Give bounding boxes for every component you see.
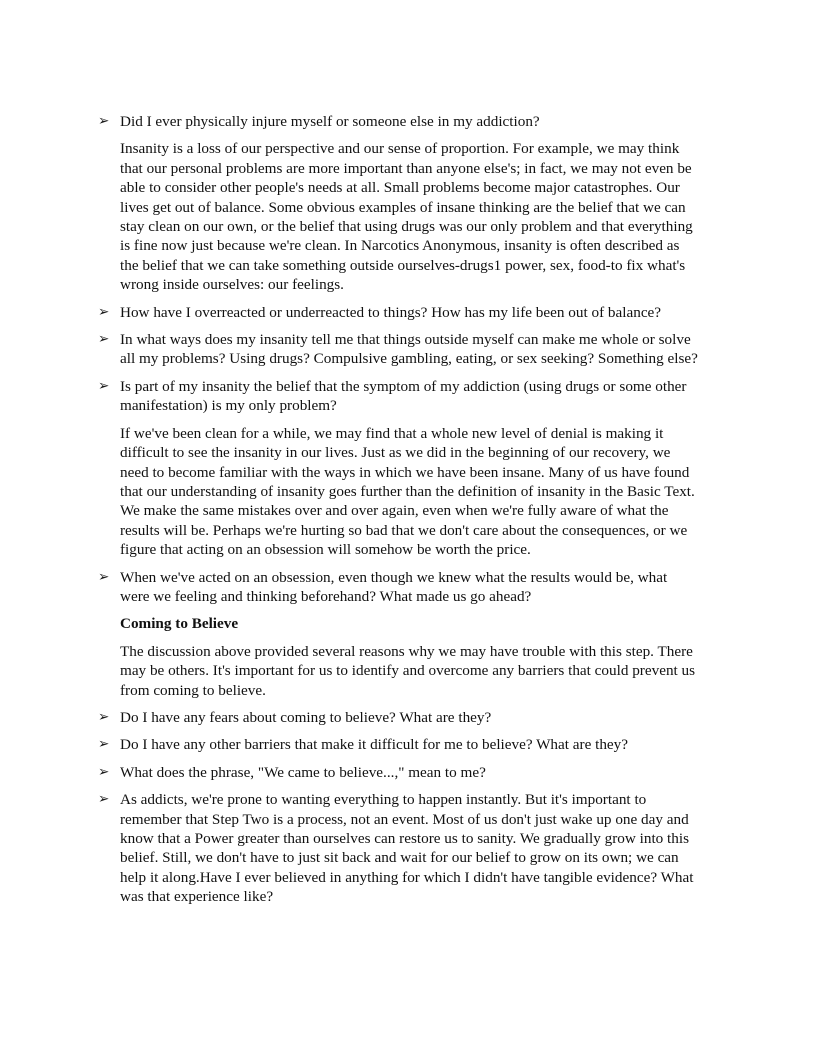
list-item-label: What does the phrase, "We came to believe...," mean to me? [120,763,486,781]
list-item-label: In what ways does my insanity tell me that things outside myself can make me whole or solve all my problems? Using drugs? Compulsive gambling, eating, or sex seeking? Something else? [120,331,698,368]
list-item-q-acted-on-obsession [98,568,698,607]
arrow-bullet-icon: ➢ [98,377,110,394]
list-item-q-step-two-is-a-process [98,790,698,906]
list-item-label: Do I have any other barriers that make it difficult for me to believe? What are they? [120,736,629,754]
paragraph-p-clean-for-a-while: If we've been clean for a while, we may find that a whole new level of denial is making it difficult to see the insanity in our lives. Just as we did in the beginning of our recovery, we need to become familiar with the ways in which we have been insane. Many of us have found that our understanding of insanity goes further than the definition of insanity in the Basic Text. We make the same mistakes over and over again, even when we're fully aware of what the results will be. Perhaps we're hurting so bad that we don't care about the consequences, or we figure that acting on an obsession will somehow be worth the price. [120,424,695,559]
paragraph-p-insanity-loss-of-perspective: Insanity is a loss of our perspective and our sense of proportion. For example, we may think that our personal problems are more important than anyone else's; in fact, we may not even be able to consider other people's needs at all. Small problems become major catastrophes. Our lives get out of balance. Some obvious examples of insane thinking are the belief that we can stay clean on our own, or the belief that using drugs was our only problem and that everything is fine now just because we're clean. In Narcotics Anonymous, insanity is often described as the belief that we can take something outside ourselves-drugs1 power, sex, food-to fix what's wrong inside ourselves: our feelings. [120,140,693,294]
list-item-q-overreacted-underreacted [98,303,698,322]
list-item-q-phrase-we-came-to-believe [98,763,698,782]
arrow-bullet-icon: ➢ [98,708,110,725]
paragraph-p-discussion-above: The discussion above provided several reasons why we may have trouble with this step. There may be others. It's important for us to identify and overcome any barriers that could prevent us from coming to believe. [120,642,696,699]
list-item-label: Did I ever physically injure myself or someone else in my addiction? [120,113,540,130]
list-item-label: When we've acted on an obsession, even though we knew what the results would be, what were we feeling and thinking beforehand? What made us go ahead? [120,568,668,605]
arrow-bullet-icon: ➢ [98,331,110,348]
list-item-q-insanity-outside-myself [98,330,698,369]
list-item-label: Do I have any fears about coming to believe? What are they? [120,708,492,726]
list-item-q-other-barriers [98,735,698,754]
list-item-q-symptom-only-problem [98,377,698,416]
arrow-bullet-icon: ➢ [98,568,110,585]
document-body [98,112,698,915]
list-item-label: As addicts, we're prone to wanting everything to happen instantly. But it's important to remember that Step Two is a process, not an event. Most of us don't just wake up one day and know that a Power greater than ourselves can restore us to sanity. We gradually grow into this belief. Still, we don't have to just sit back and wait for our belief to grow on its own; we can help it along.Have I ever believed in anything for which I didn't have tangible evidence? What was that experience like? [120,791,694,906]
arrow-bullet-icon: ➢ [98,763,110,780]
arrow-bullet-icon: ➢ [98,791,110,808]
section-heading-h-coming-to-believe: Coming to Believe [120,615,239,633]
arrow-bullet-icon: ➢ [98,303,110,320]
arrow-bullet-icon: ➢ [98,113,110,129]
list-item-q-physically-injure [98,112,698,131]
list-item-q-fears-about-believing [98,708,698,727]
list-item-label: Is part of my insanity the belief that the symptom of my addiction (using drugs or some other manifestation) is my only problem? [120,377,687,415]
arrow-bullet-icon: ➢ [98,736,110,753]
list-item-label: How have I overreacted or underreacted to things? How has my life been out of balance? [120,303,662,321]
